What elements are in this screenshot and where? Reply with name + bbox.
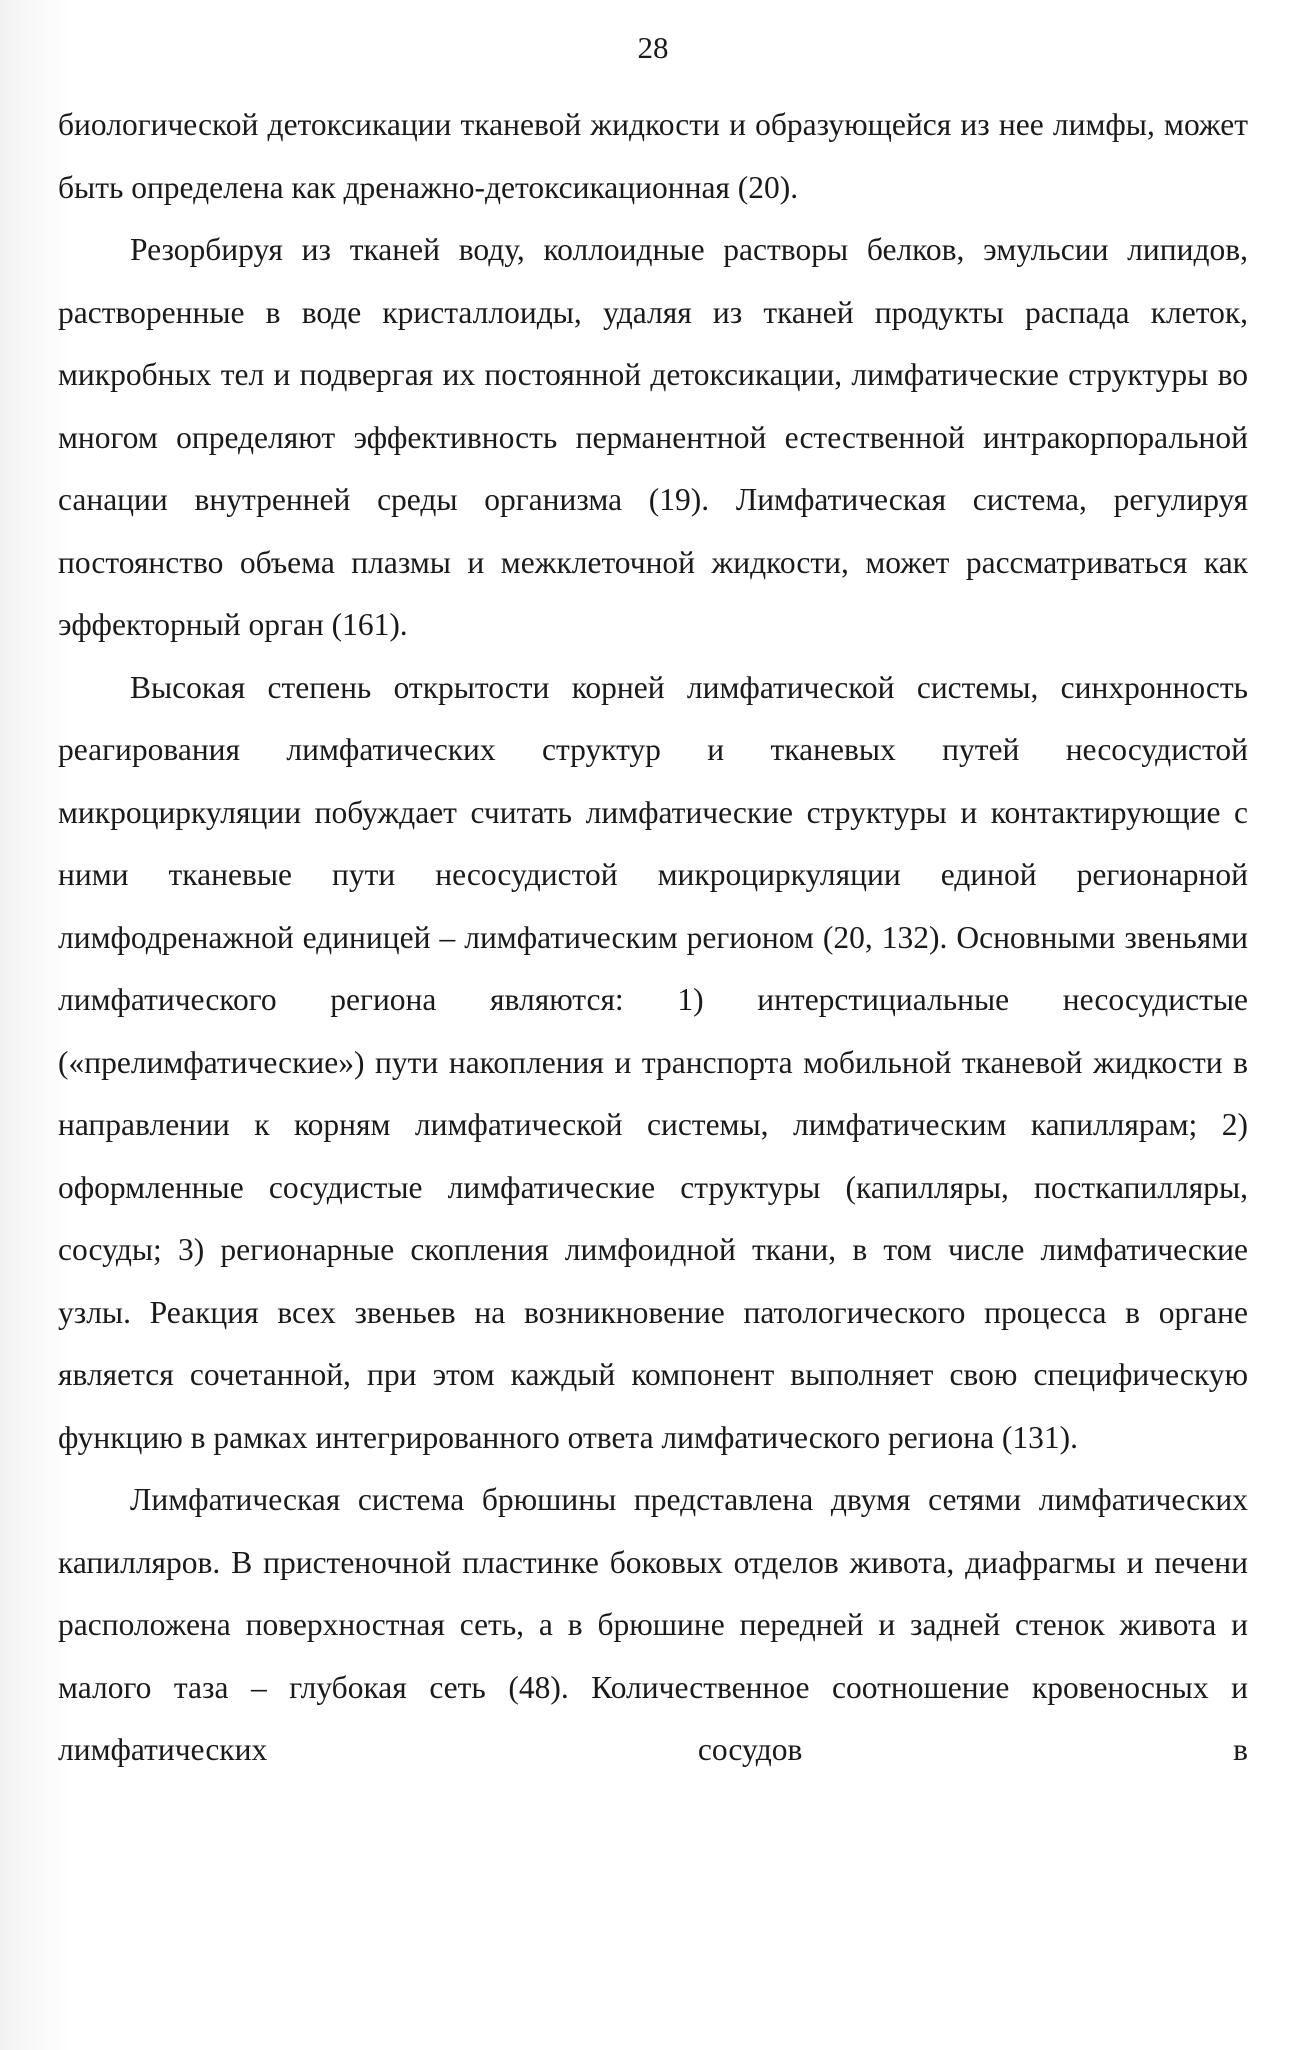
text-body: [58, 94, 1248, 1782]
paragraph-2: Резорбируя из тканей воду, коллоидные растворы белков, эмульсии липидов, растворенные в воде кристаллоиды, удаляя из тканей продукты распада клеток, микробных тел и подвергая их постоянной детоксикации, лимфатические структуры во многом определяют эффективность перманентной естественной интракорпоральной санации внутренней среды организма (19). Лимфатическая система, регулируя постоянство объема плазмы и межклеточной жидкости, может рассматриваться как эффекторный орган (161).: [58, 232, 1248, 642]
paragraph-3: Высокая степень открытости корней лимфатической системы, синхронность реагирования лимфатических структур и тканевых путей несосудистой микроциркуляции побуждает считать лимфатические структуры и контактирующие с ними тканевые пути несосудистой микроциркуляции единой регионарной лимфодренажной единицей – лимфатическим регионом (20, 132). Основными звеньями лимфатического региона являются: 1) интерстициальные несосудистые («прелимфатические») пути накопления и транспорта мобильной тканевой жидкости в направлении к корням лимфатической системы, лимфатическим капиллярам; 2) оформленные сосудистые лимфатические структуры (капилляры, посткапилляры, сосуды; 3) регионарные скопления лимфоидной ткани, в том числе лимфатические узлы. Реакция всех звеньев на возникновение патологического процесса в органе является сочетанной, при этом каждый компонент выполняет свою специфическую функцию в рамках интегрированного ответа лимфатического региона (131).: [58, 669, 1248, 1455]
paragraph-4: Лимфатическая система брюшины представлена двумя сетями лимфатических капилляров. В пристеночной пластинке боковых отделов живота, диафрагмы и печени расположена поверхностная сеть, а в брюшине передней и задней стенок живота и малого таза – глубокая сеть (48). Количественное соотношение кровеносных и лимфатических сосудов в: [58, 1482, 1248, 1767]
paragraph-1: биологической детоксикации тканевой жидкости и образующейся из нее лимфы, может быть определена как дренажно-детоксикационная (20).: [58, 107, 1248, 205]
page-number: 28: [637, 30, 669, 65]
